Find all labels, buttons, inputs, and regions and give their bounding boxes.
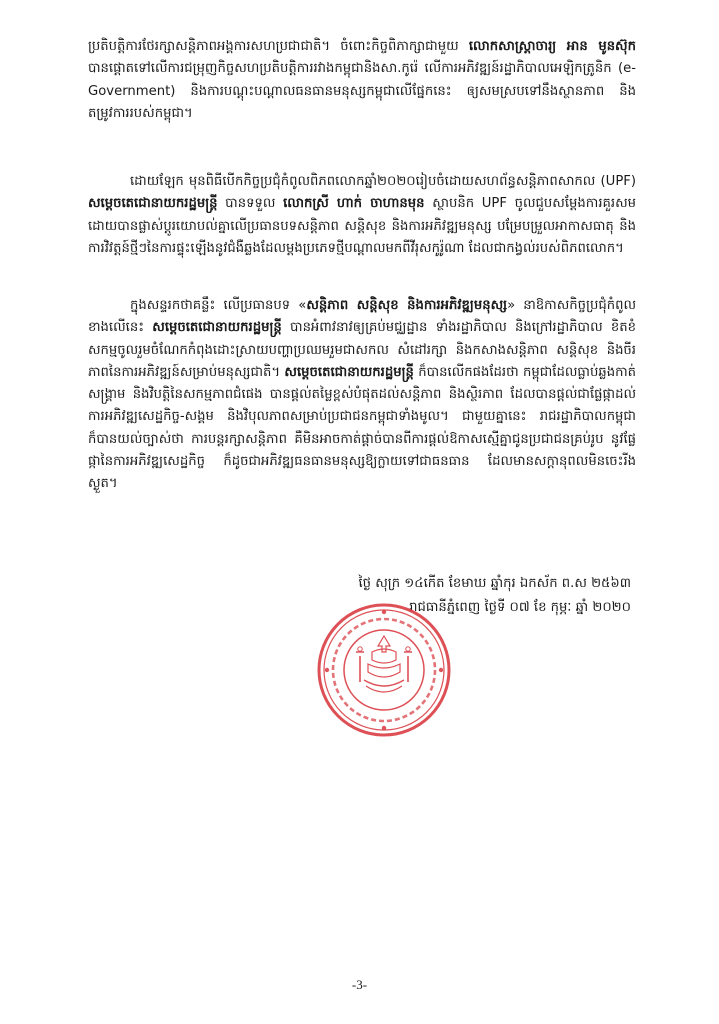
paragraph-2: [88, 171, 636, 260]
p2-text-c: ស្ថាបនិក UPF ចូលជួបសម្តែងការគួរសម ដោយបានផ្លាស់ប្តូរយោបល់គ្នាលើប្រធានបទសន្តិភាព សន្តិសុខ និងការអភិវឌ្ឍមនុស្ស បម្រែបម្រួលអាកាសធាតុ និងការវិវត្តន៍ថ្មីៗនៃការផ្ទុះឡើងនូវជំងឺឆ្លងដែលម្តងប្រភេទថ្មីបណ្តាលមកពីវីរុសកូរ៉ូណា ដែលជាកង្វល់របស់ពិភពលោក។: [88, 196, 636, 256]
p1-text-b: បានផ្តោតទៅលើការជម្រុញកិច្ចសហប្រតិបត្តិការរវាងកម្ពុជានិងសា.កូរ៉េ លើការអភិវឌ្ឍន៍រដ្ឋាភិបាលអេឡិកត្រូនិក (e-Government) និងការបណ្តុះបណ្តាលធនធានមនុស្សកម្ពុជាលើផ្នែកនេះ ឲ្យសមស្របទៅនឹងស្ថានភាព និងតម្រូវការរបស់កម្ពុជា។: [88, 61, 636, 121]
p2-text-a: ដោយឡែក មុនពិធីបើកកិច្ចប្រជុំកំពូលពិភពលោកឆ្នាំ២០២០រៀបចំដោយសហព័ន្ធសន្តិភាពសាកល (UPF): [130, 174, 636, 189]
paragraph-3: [88, 295, 636, 496]
solar-date: រាជធានីភ្នំពេញ ថ្ងៃទី ០៧ ខែ កុម្ភៈ ឆ្នាំ ២០២០: [409, 600, 631, 615]
p3-text-b: » នាឱកាសកិច្ចប្រជុំកំពូលខាងលើនេះ: [88, 298, 637, 336]
page-number: -3-: [351, 977, 368, 992]
p1-text-a: ប្រតិបត្តិការថែរក្សាសន្តិភាពអង្គការសហប្រជាជាតិ។ ចំពោះកិច្ចពិភាក្សាជាមួយ: [88, 39, 469, 54]
p3-text-d: ក៏បានលើកផងដែរថា កម្ពុជាដែលធ្លាប់ឆ្លងកាត់សង្គ្រាម និងវិបត្តិនៃសកម្មភាពជំផេង បានផ្តល់តម្លៃខ្ពស់បំផុតដល់សន្តិភាព និងស្ថិរភាព ដែលបានផ្តល់ជាផ្លែផ្កាដល់ការអភិវឌ្ឍសេដ្ឋកិច្ច-សង្គម និងវិបុលភាពសម្រាប់ប្រជាជនកម្ពុជាទាំងមូល។ ជាមួយគ្នានេះ រាជរដ្ឋាភិបាលកម្ពុជាក៏បានយល់ច្បាស់ថា ការបន្តរក្សាសន្តិភាព គឺមិនអាចកាត់ផ្តាច់បានពីការផ្តល់ឱកាសស្មើគ្នាជូនប្រជាជនគ្រប់រូប នូវផ្លែផ្កានៃការអភិវឌ្ឍសេដ្ឋកិច្ច ក៏ដូចជាអភិវឌ្ឍធនធានមនុស្សឱ្យក្លាយទៅជាធនធាន ដែលមានសក្តានុពលមិនចេះរីងស្ងួត។: [88, 364, 636, 492]
paragraph-1: [88, 36, 636, 125]
p2-name-founder: លោកស្រី ហាក់ ចាហានមុន: [283, 196, 425, 212]
official-seal-icon: [316, 602, 452, 738]
lunar-date: ថ្ងៃ សុក្រ ១៤កើត ខែមាឃ ឆ្នាំកុរ ឯកស័ក ព.ស ២៥៦៣: [358, 576, 631, 591]
p3-text-a: ក្នុងសន្ទរកថាគន្លឹះ លើប្រធានបទ «: [130, 298, 307, 313]
p3-keynote-topic: សន្តិភាព សន្តិសុខ និងការអភិវឌ្ឍមនុស្ស: [306, 298, 508, 313]
p1-name-professor: លោកសាស្ត្រាចារ្យ អាន មូនស៊ុក: [468, 39, 636, 54]
p3-title-pm-2: សម្តេចតេជោនាយករដ្ឋមន្ត្រី: [284, 364, 414, 380]
p3-title-pm-1: សម្តេចតេជោនាយករដ្ឋមន្ត្រី: [152, 320, 282, 336]
p2-title-pm: សម្តេចតេជោនាយករដ្ឋមន្ត្រី: [88, 196, 218, 212]
p2-text-b: បានទទួល: [217, 196, 284, 212]
p3-text-c: បានអំពាវនាវឲ្យគ្រប់មជ្ឈដ្ឋាន ទាំងរដ្ឋាភិបាល និងក្រៅរដ្ឋាភិបាល ខិតខំសកម្មចូលរួមចំណែកកំពុងដោះស្រាយបញ្ហាប្រឈមរួមជាសកល សំដៅរក្សា និងកសាងសន្តិភាព សន្តិសុខ និងចីរភាពនៃការអភិវឌ្ឍន៍សម្រាប់មនុស្សជាតិ។: [88, 320, 636, 380]
